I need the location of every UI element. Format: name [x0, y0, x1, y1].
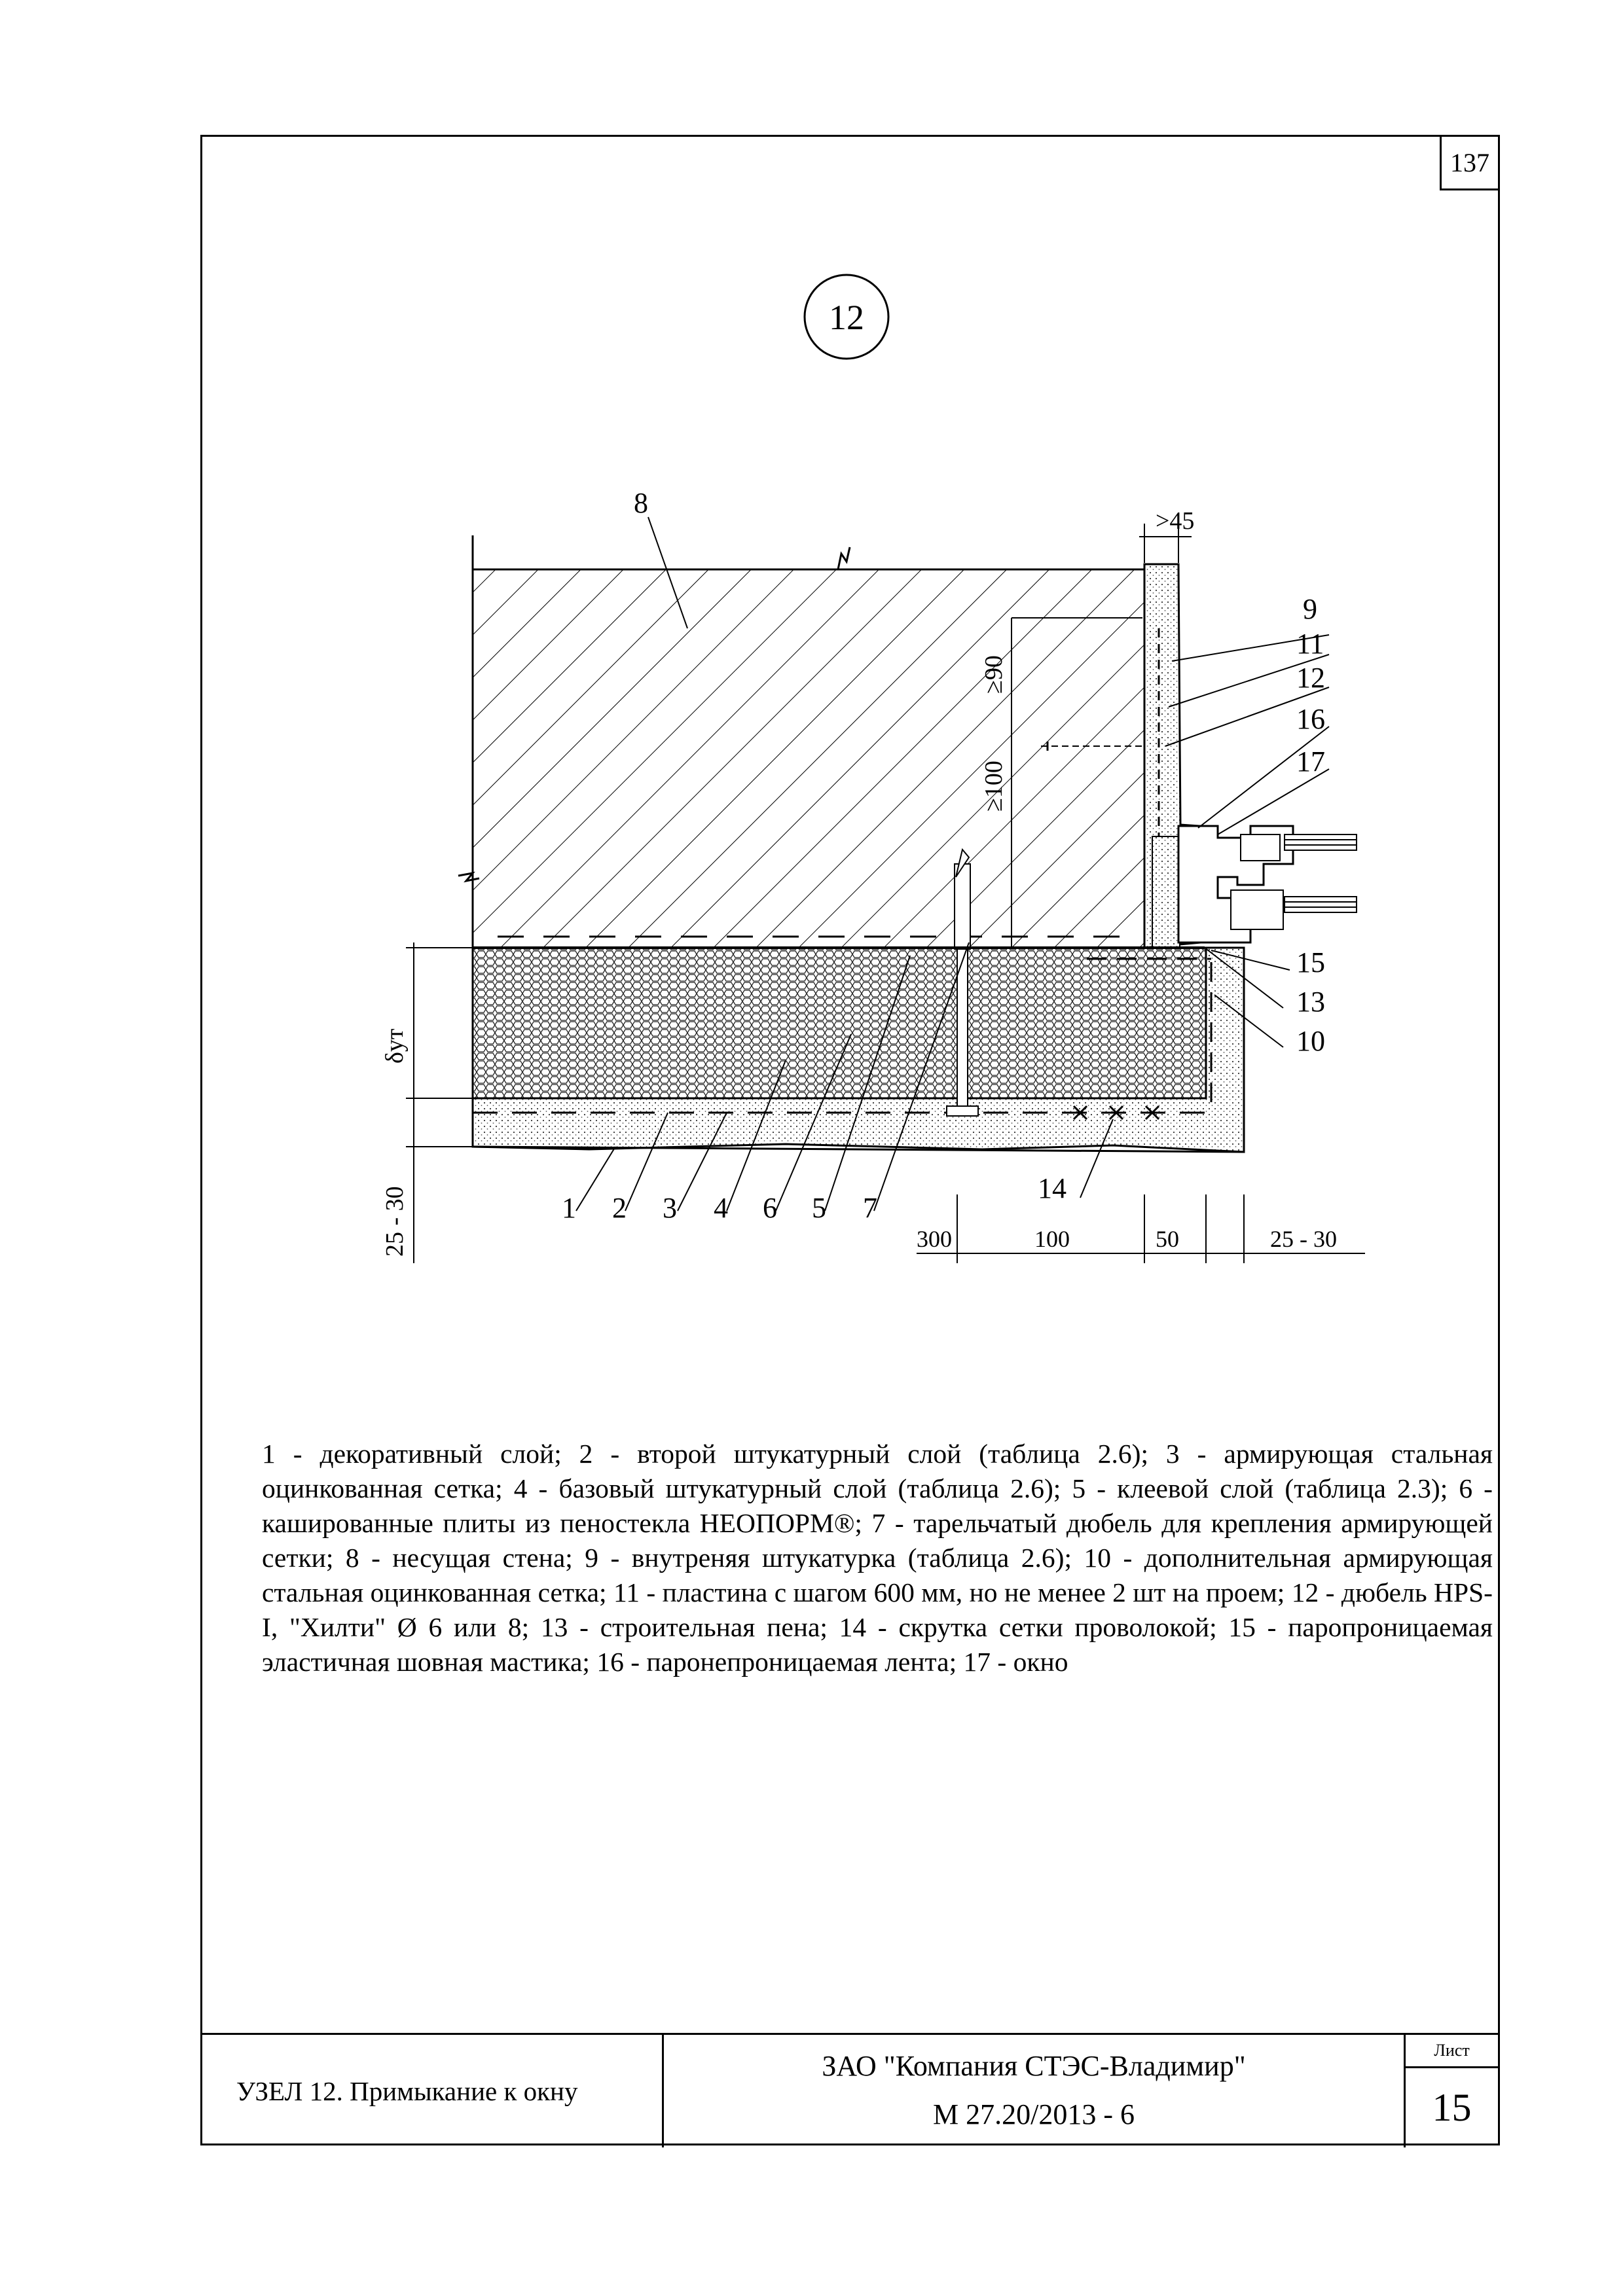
stamp-sheet-label: Лист	[1404, 2035, 1500, 2068]
stamp-company-cell	[664, 2035, 1406, 2147]
dim-bottom-100: 100	[1034, 1226, 1070, 1252]
dim-bottom-50: 50	[1156, 1226, 1179, 1252]
dim-vertical-100: ≥100	[980, 761, 1008, 812]
dim-bottom-25-30: 25 - 30	[1270, 1226, 1337, 1252]
callout-10: 10	[1296, 1025, 1325, 1057]
dim-top-45: >45	[1156, 507, 1195, 535]
callout-5: 5	[812, 1192, 826, 1224]
callout-6: 6	[763, 1192, 777, 1224]
callout-14: 14	[1038, 1172, 1067, 1204]
callout-7: 7	[863, 1192, 877, 1224]
dim-bottom-300: 300	[917, 1226, 952, 1252]
dim-vertical-90: ≥90	[980, 655, 1008, 694]
callout-3: 3	[663, 1192, 677, 1224]
callout-15: 15	[1296, 946, 1325, 978]
stamp-sheet-cell	[1404, 2035, 1500, 2147]
callout-2: 2	[612, 1192, 627, 1224]
stamp-title: УЗЕЛ 12. Примыкание к окну	[200, 2035, 664, 2147]
stamp-company: ЗАО "Компания СТЭС-Владимир"	[822, 2050, 1246, 2082]
dim-delta-insulation: δут	[381, 1028, 409, 1064]
callout-12: 12	[1296, 662, 1325, 694]
dim-left-25-30: 25 - 30	[381, 1186, 409, 1257]
stamp-code: М 27.20/2013 - 6	[933, 2098, 1135, 2130]
callout-17: 17	[1296, 745, 1325, 778]
legend-text: 1 - декоративный слой; 2 - второй штукатурный слой (таблица 2.6); 3 - армирующая стальная оцинкованная сетка; 4 - базовый штукатурный слой (таблица 2.6); 5 - клеевой слой (таблица 2.3); 6 - кашированные плиты из пеностекла НЕОПОРМ®; 7 - тарельчатый дюбель для крепления армирующей сетки; 8 - несущая стена; 9 - внутреняя штукатурка (таблица 2.6); 10 - дополнительная армирующая стальная оцинкованная сетка; 11 - пластина с шагом 600 мм, но не менее 2 шт на проем; 12 - дюбель HPS-I, "Хилти" Ø 6 или 8; 13 - строительная пена; 14 - скрутка сетки проволокой; 15 - паропроницаемая эластичная шовная мастика; 16 - паронепроницаемая лента; 17 - окно	[262, 1439, 1493, 1677]
page-number: 137	[1440, 135, 1500, 190]
callout-11: 11	[1296, 628, 1324, 660]
callout-8: 8	[634, 487, 648, 519]
stamp-sheet-number: 15	[1432, 2086, 1472, 2129]
callout-1: 1	[562, 1192, 576, 1224]
node-marker-label: 12	[829, 298, 864, 337]
load-bearing-wall	[458, 535, 1178, 948]
foam-glass-insulation	[473, 948, 1206, 1098]
callout-16: 16	[1296, 703, 1325, 735]
callout-13: 13	[1296, 986, 1325, 1018]
window-frame	[1178, 826, 1357, 942]
callout-9: 9	[1303, 593, 1317, 625]
callout-4: 4	[714, 1192, 728, 1224]
title-block	[200, 2033, 1500, 2147]
